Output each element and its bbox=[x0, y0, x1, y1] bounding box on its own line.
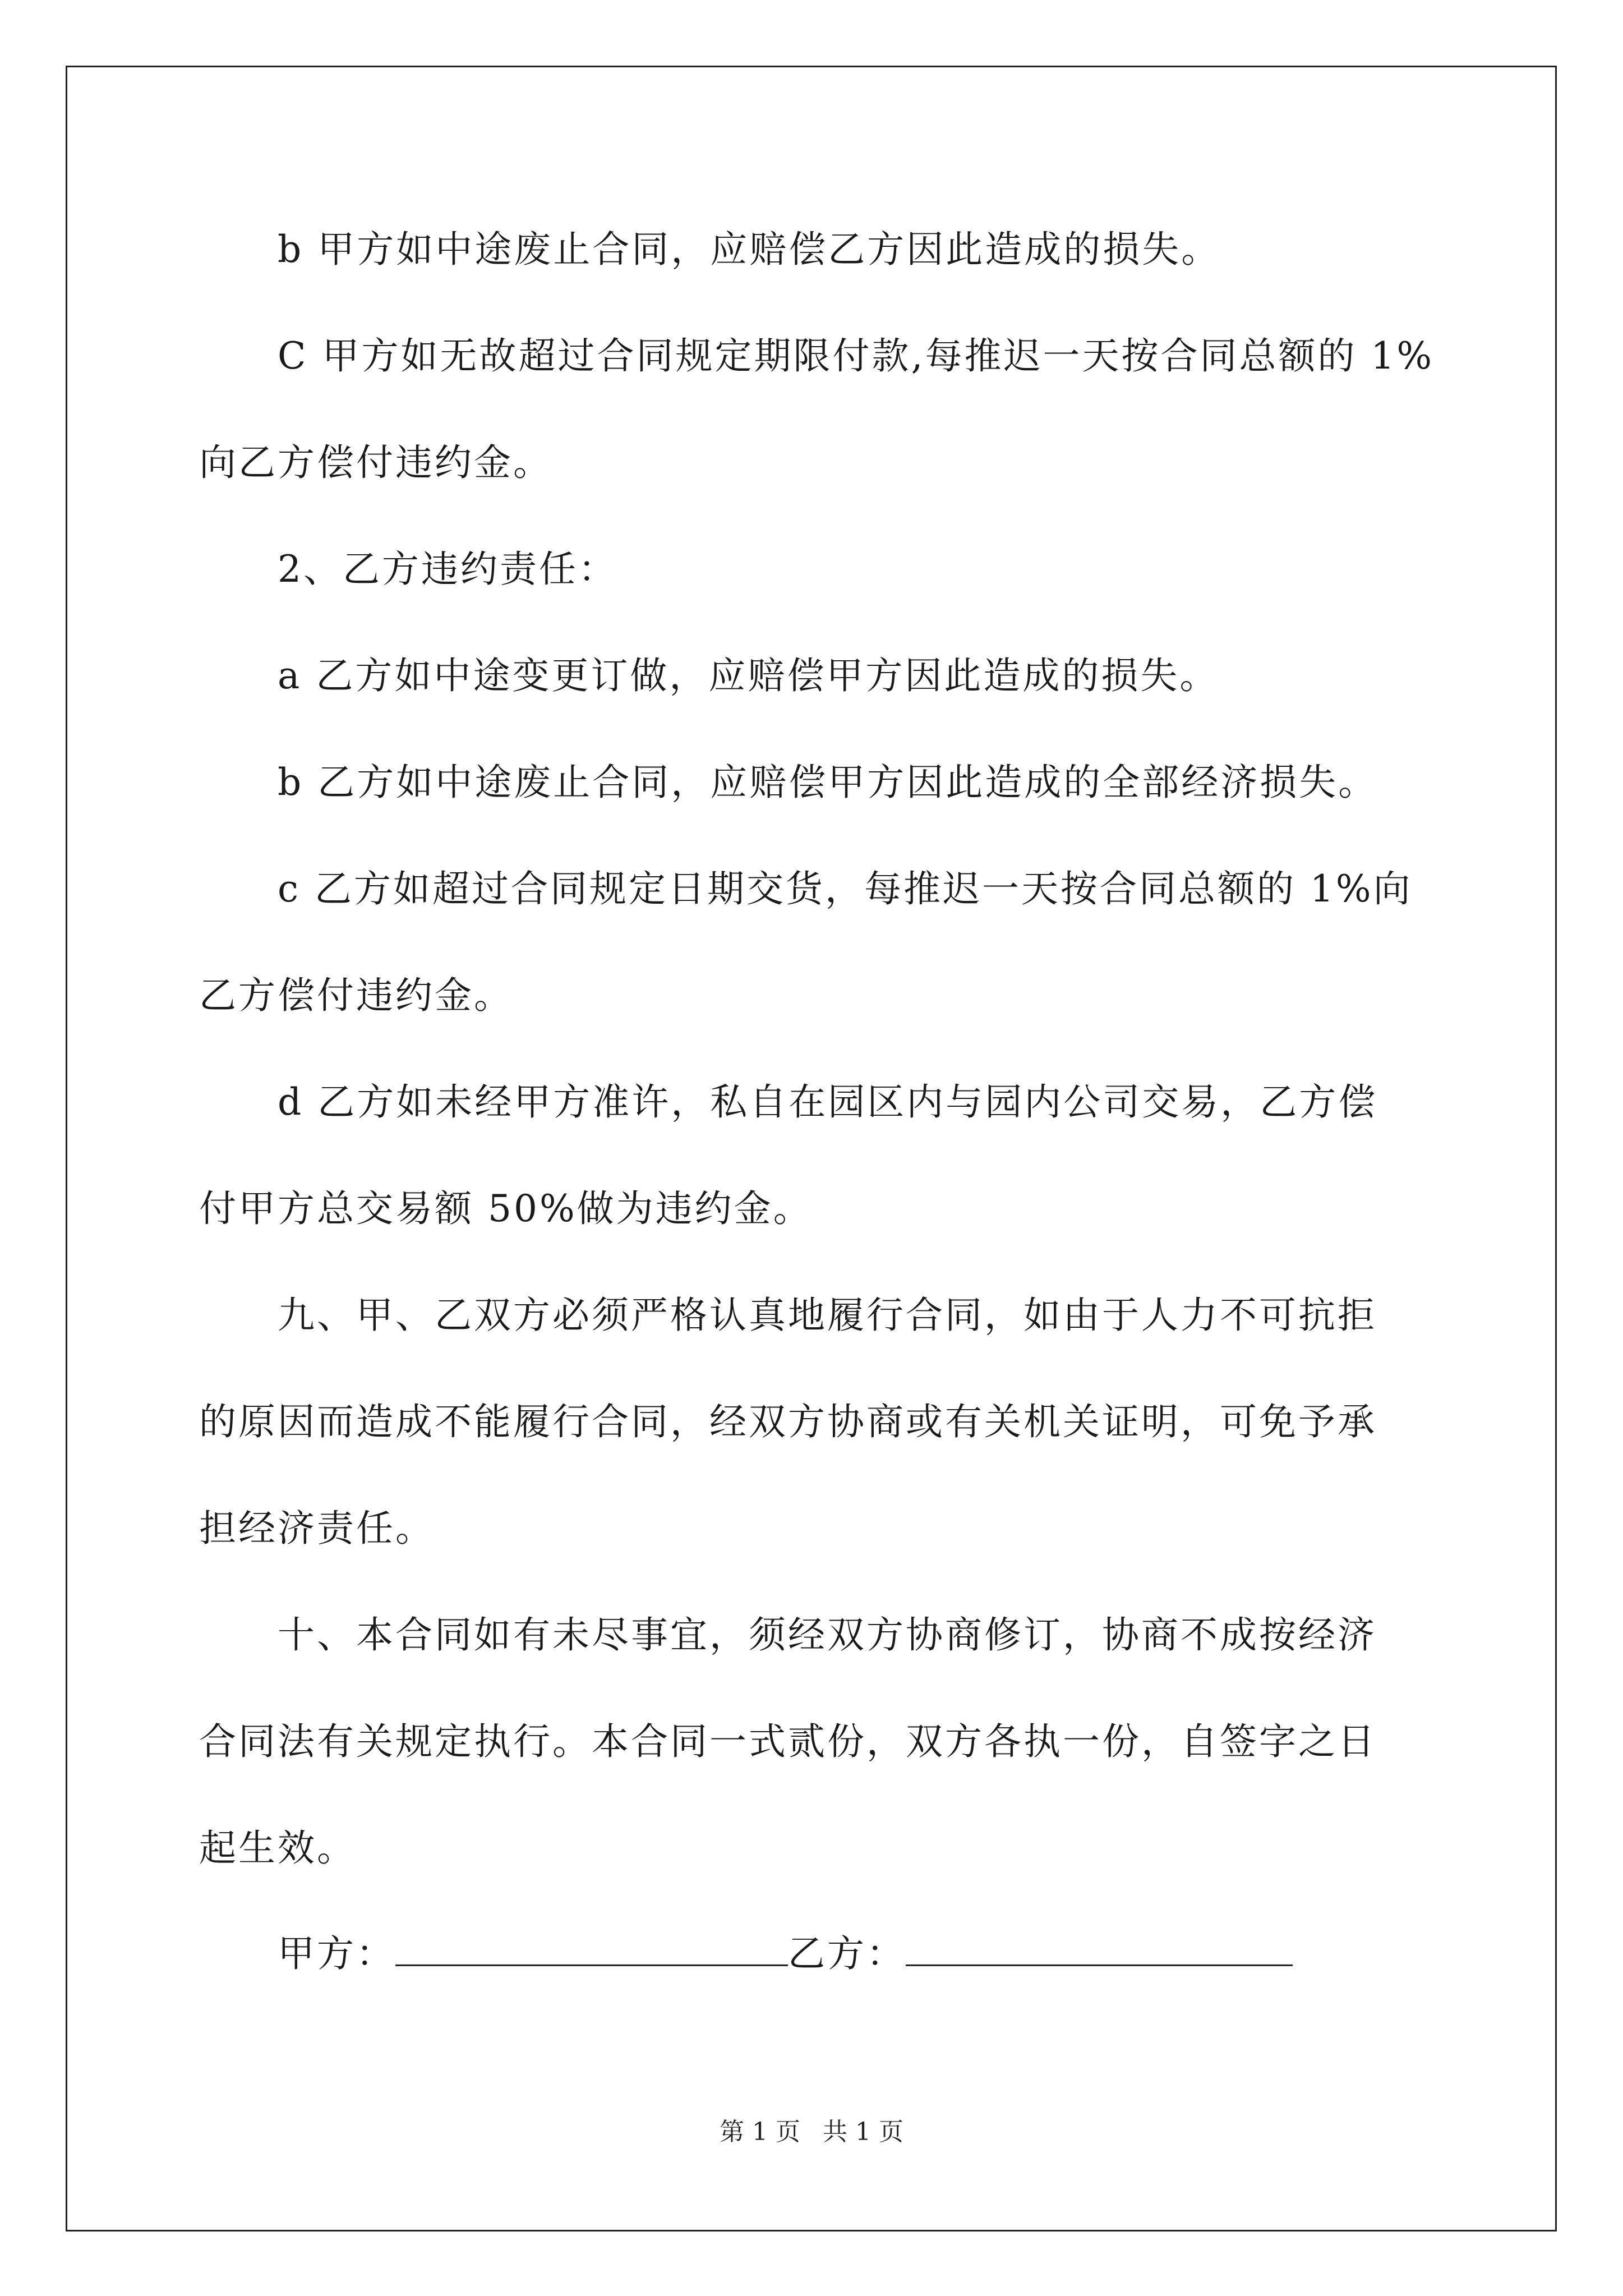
clause-line: 十、本合同如有未尽事宜，须经双方协商修订，协商不成按经济 bbox=[278, 1613, 1377, 1657]
clause-line: 担经济责任。 bbox=[199, 1507, 435, 1550]
clause-line: 九、甲、乙双方必须严格认真地履行合同，如由于人力不可抗拒 bbox=[278, 1294, 1377, 1337]
party-a-signature-line bbox=[395, 1930, 788, 1966]
clause-line: 合同法有关规定执行。本合同一式贰份，双方各执一份，自签字之日 bbox=[199, 1720, 1377, 1763]
clause-line: 乙方偿付违约金。 bbox=[199, 974, 513, 1017]
signature-row bbox=[278, 1930, 1293, 1976]
party-b-signature-line bbox=[906, 1930, 1293, 1966]
party-a-label: 甲方： bbox=[278, 1932, 395, 1975]
clause-line: a 乙方如中途变更订做，应赔偿甲方因此造成的损失。 bbox=[278, 654, 1219, 697]
clause-line: d 乙方如未经甲方准许，私自在园区内与园内公司交易，乙方偿 bbox=[278, 1080, 1378, 1124]
clause-line: 的原因而造成不能履行合同，经双方协商或有关机关证明，可免予承 bbox=[199, 1400, 1377, 1443]
clause-line: C 甲方如无故超过合同规定期限付款,每推迟一天按合同总额的 1% bbox=[278, 334, 1435, 378]
clause-line: b 乙方如中途废止合同，应赔偿甲方因此造成的全部经济损失。 bbox=[278, 761, 1378, 804]
clause-line: 向乙方偿付违约金。 bbox=[199, 441, 552, 484]
clause-line: c 乙方如超过合同规定日期交货，每推迟一天按合同总额的 1%向 bbox=[278, 867, 1413, 910]
section-heading: 2、乙方违约责任： bbox=[278, 547, 617, 591]
clause-line: 付甲方总交易额 50%做为违约金。 bbox=[199, 1187, 813, 1230]
page-total: 共 1 页 bbox=[823, 2118, 903, 2146]
clause-line: 起生效。 bbox=[199, 1826, 356, 1870]
page-number: 第 1 页 bbox=[720, 2118, 800, 2146]
party-b-label: 乙方： bbox=[788, 1932, 906, 1975]
clause-line: b 甲方如中途废止合同，应赔偿乙方因此造成的损失。 bbox=[278, 228, 1221, 271]
page-footer bbox=[0, 2118, 1623, 2147]
page-border bbox=[66, 66, 1557, 2231]
